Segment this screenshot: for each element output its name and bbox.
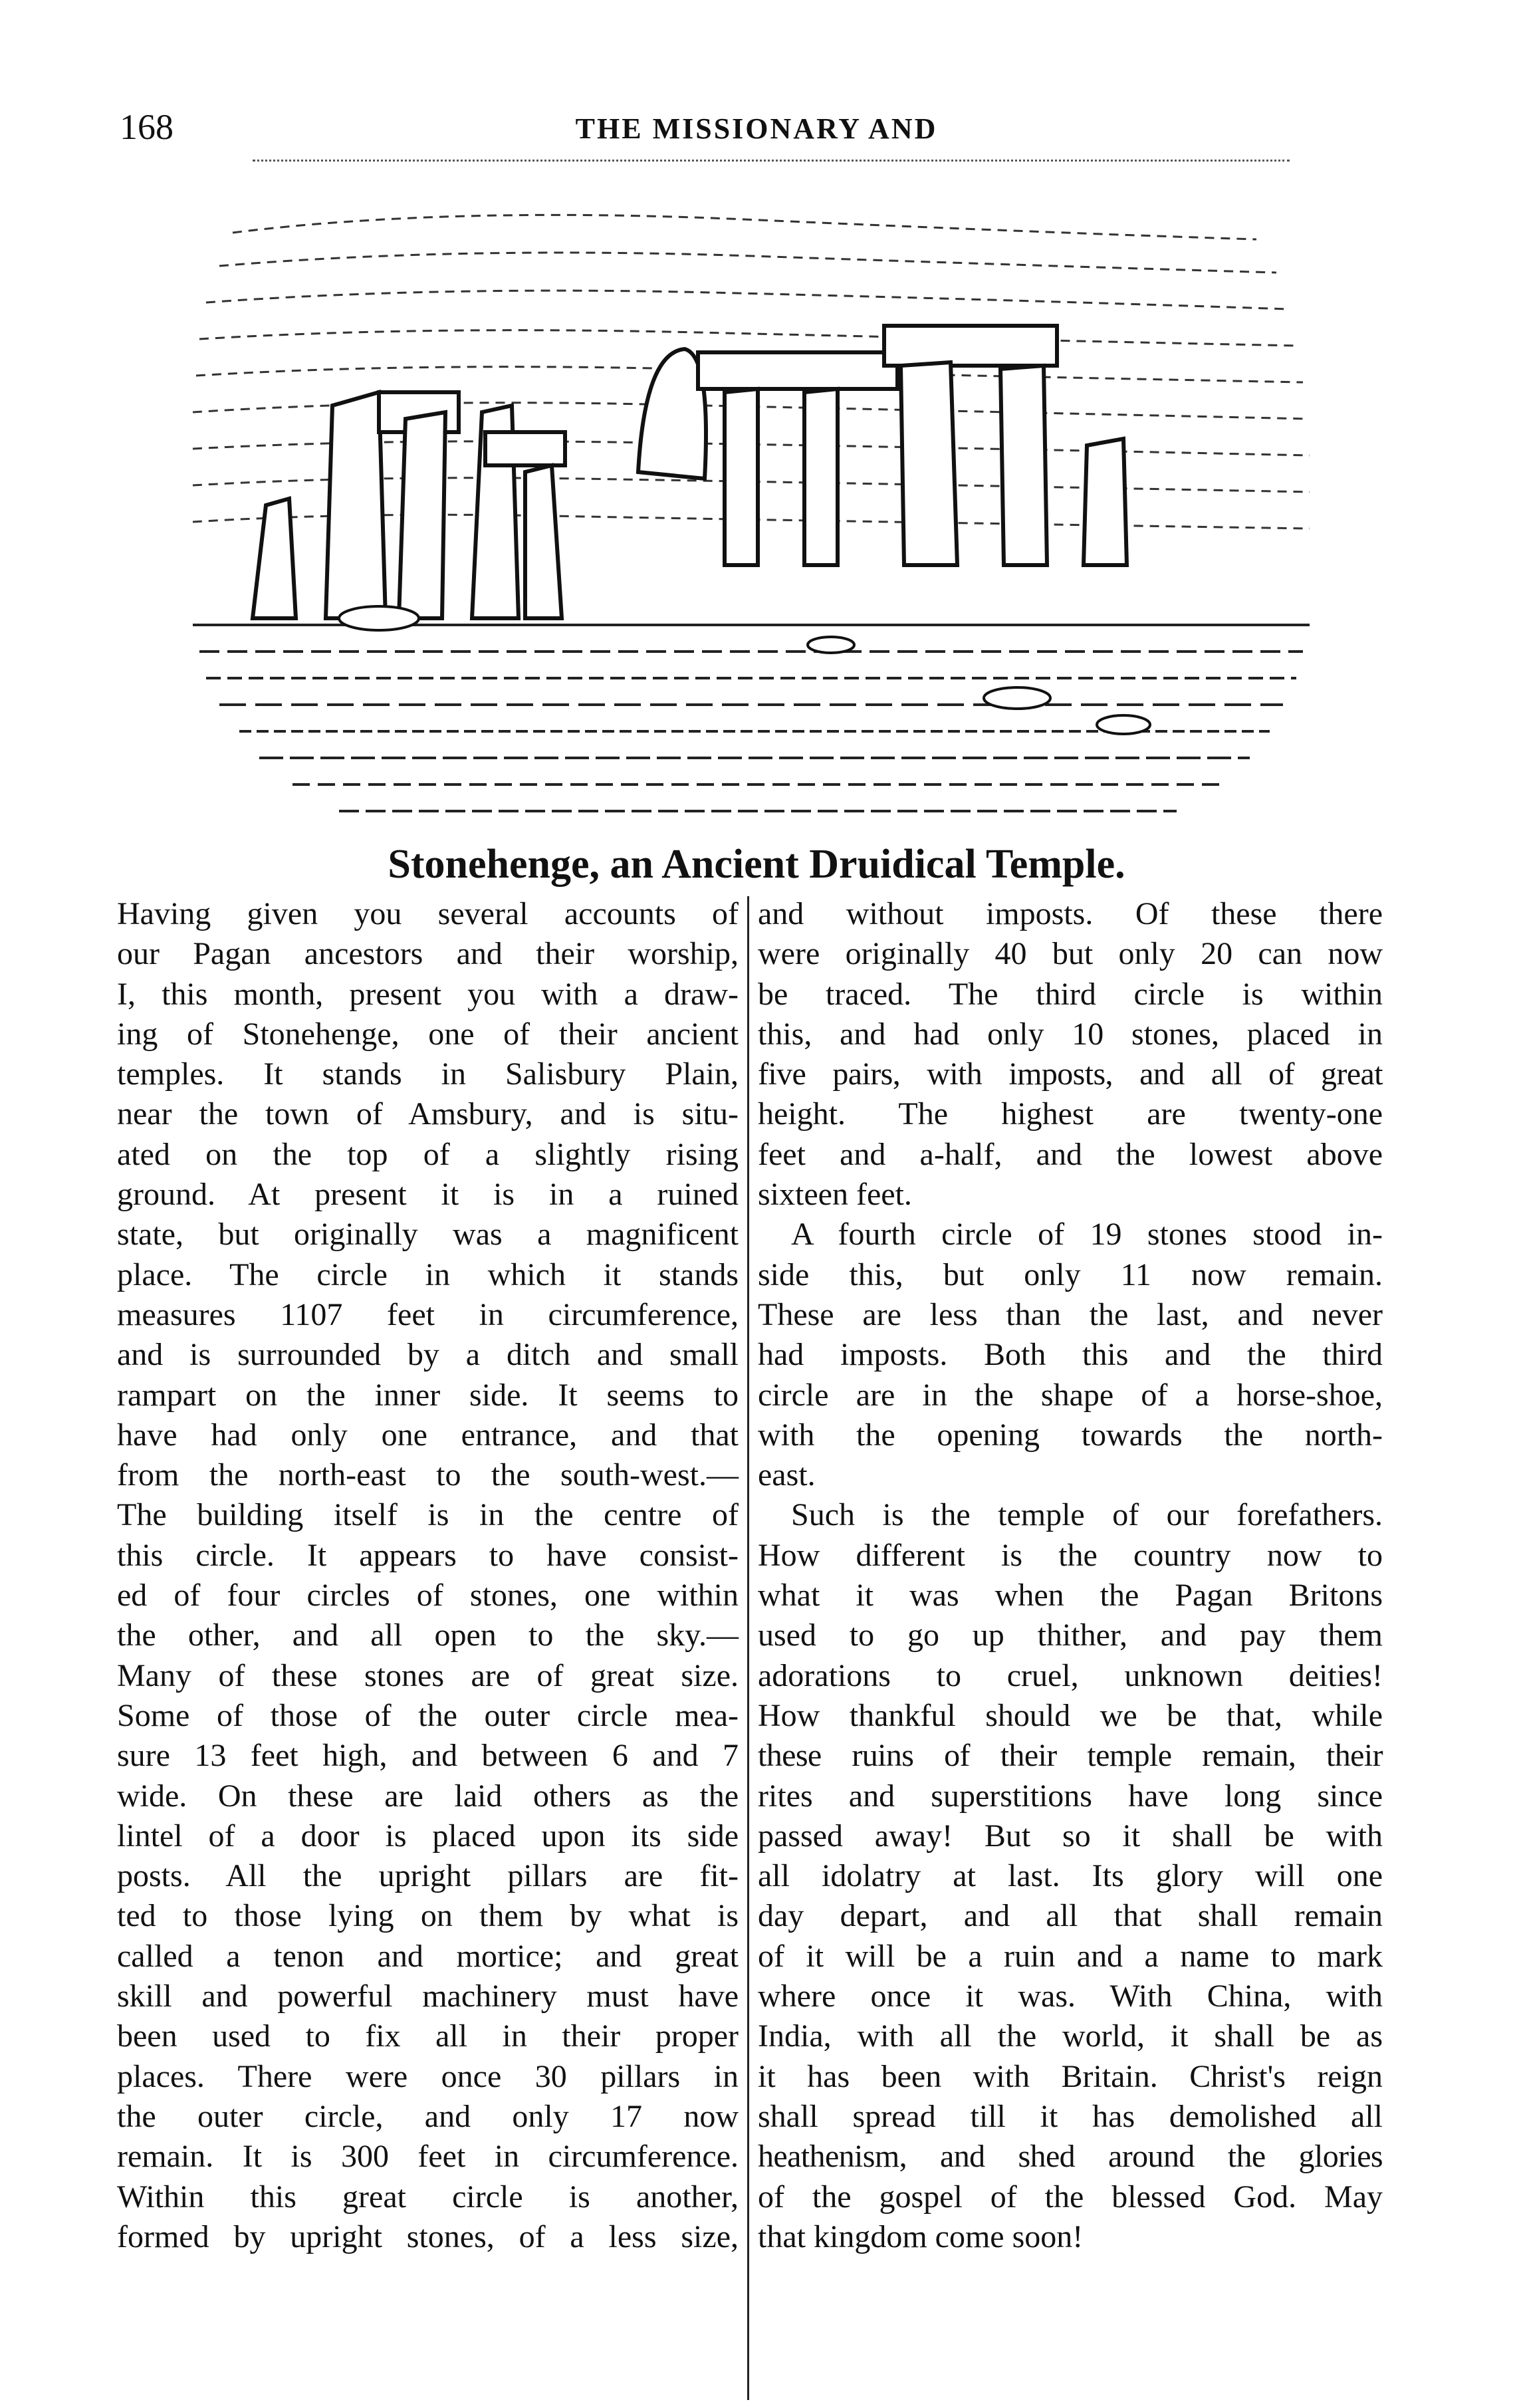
text-line: circle are in the shape of a horse-shoe, (758, 1377, 1383, 1413)
text-line: Such is the temple of our forefathers. (791, 1497, 1383, 1533)
text-line: east. (758, 1457, 816, 1493)
text-line: and is surrounded by a ditch and small (117, 1337, 739, 1373)
text-line: How thankful should we be that, while (758, 1697, 1383, 1733)
figure-caption: Stonehenge, an Ancient Druidical Temple. (388, 842, 1125, 887)
text-line: The building itself is in the centre of (117, 1497, 739, 1533)
text-line: near the town of Amsbury, and is situ- (117, 1096, 739, 1132)
text-line: rites and superstitions have long since (758, 1778, 1383, 1814)
text-line: rampart on the inner side. It seems to (117, 1377, 739, 1413)
text-line: that kingdom come soon! (758, 2219, 1084, 2254)
text-line: How different is the country now to (758, 1537, 1383, 1573)
text-line: ing of Stonehenge, one of their ancient (117, 1016, 739, 1052)
text-line: ted to those lying on them by what is (117, 1898, 739, 1934)
text-line: the outer circle, and only 17 now (117, 2098, 739, 2134)
text-line: ed of four circles of stones, one within (117, 1578, 739, 1614)
text-line: temples. It stands in Salisbury Plain, (117, 1056, 739, 1092)
text-line: adorations to cruel, unknown deities! (758, 1657, 1383, 1693)
text-line: remain. It is 300 feet in circumference. (117, 2139, 739, 2175)
text-line: height. The highest are twenty-one (758, 1096, 1383, 1132)
text-line: all idolatry at last. Its glory will one (758, 1858, 1383, 1894)
text-line: these ruins of their temple remain, their (758, 1738, 1383, 1774)
text-line: were originally 40 but only 20 can now (758, 936, 1383, 972)
text-line: measures 1107 feet in circumference, (117, 1296, 739, 1332)
text-line: feet and a-half, and the lowest above (758, 1136, 1383, 1172)
text-line: These are less than the last, and never (758, 1296, 1383, 1332)
text-line: skill and powerful machinery must have (117, 1979, 739, 2014)
text-line: had imposts. Both this and the third (758, 1337, 1383, 1373)
text-line: Some of those of the outer circle mea- (117, 1697, 739, 1733)
text-line: Having given you several accounts of (117, 896, 739, 931)
header-rule (253, 160, 1290, 162)
text-line: the other, and all open to the sky.— (117, 1618, 739, 1653)
text-line: shall spread till it has demolished all (758, 2098, 1383, 2134)
text-line: sure 13 feet high, and between 6 and 7 (117, 1738, 739, 1774)
text-line: posts. All the upright pillars are fit- (117, 1858, 739, 1894)
right-column (758, 894, 1383, 2257)
text-line: five pairs, with imposts, and all of great (758, 1056, 1383, 1092)
text-line: state, but originally was a magnificent (117, 1217, 739, 1253)
text-line: place. The circle in which it stands (117, 1257, 739, 1292)
text-line: India, with all the world, it shall be as (758, 2018, 1383, 2054)
text-line: side this, but only 11 now remain. (758, 1257, 1383, 1292)
text-line: this circle. It appears to have consist- (117, 1537, 739, 1573)
text-line: called a tenon and mortice; and great (117, 1938, 739, 1974)
text-line: passed away! But so it shall be with (758, 1818, 1383, 1854)
text-line: lintel of a door is placed upon its side (117, 1818, 739, 1854)
text-line: been used to fix all in their proper (117, 2018, 739, 2054)
text-line: day depart, and all that shall remain (758, 1898, 1383, 1934)
text-line: formed by upright stones, of a less size, (117, 2219, 739, 2254)
text-line: this, and had only 10 stones, placed in (758, 1016, 1383, 1052)
text-line: A fourth circle of 19 stones stood in- (791, 1217, 1383, 1253)
text-line: what it was when the Pagan Britons (758, 1578, 1383, 1614)
text-line: be traced. The third circle is within (758, 976, 1383, 1012)
left-column (117, 894, 739, 2257)
text-line: where once it was. With China, with (758, 1979, 1383, 2014)
text-line: of it will be a ruin and a name to mark (758, 1938, 1383, 1974)
text-line: Many of these stones are of great size. (117, 1657, 739, 1693)
text-line: sixteen feet. (758, 1177, 912, 1213)
text-line: Within this great circle is another, (117, 2179, 739, 2215)
text-line: ated on the top of a slightly rising (117, 1136, 739, 1172)
text-line: our Pagan ancestors and their worship, (117, 936, 739, 972)
text-line: used to go up thither, and pay them (758, 1618, 1383, 1653)
text-line: I, this month, present you with a draw- (117, 976, 739, 1012)
text-line: it has been with Britain. Christ's reign (758, 2058, 1383, 2094)
standing-stones (253, 326, 1127, 618)
text-line: with the opening towards the north- (758, 1417, 1383, 1453)
column-divider (747, 896, 749, 2400)
text-line: of the gospel of the blessed God. May (758, 2179, 1383, 2215)
page-number: 168 (120, 107, 174, 147)
text-line: places. There were once 30 pillars in (117, 2058, 739, 2094)
stonehenge-engraving (179, 193, 1316, 858)
text-line: wide. On these are laid others as the (117, 1778, 739, 1814)
text-line: have had only one entrance, and that (117, 1417, 739, 1453)
running-title: THE MISSIONARY AND (575, 112, 938, 145)
text-line: ground. At present it is in a ruined (117, 1177, 739, 1213)
text-line: from the north-east to the south-west.— (117, 1457, 739, 1493)
text-line: and without imposts. Of these there (758, 896, 1383, 931)
text-line: heathenism, and shed around the glories (758, 2139, 1383, 2175)
